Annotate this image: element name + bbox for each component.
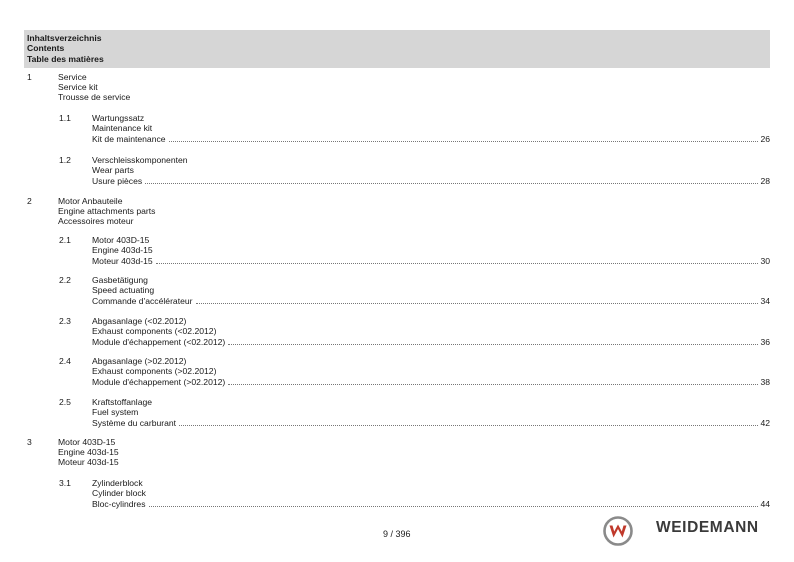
dot-leader (179, 424, 758, 426)
entry-page-number[interactable]: 44 (760, 498, 770, 509)
dot-leader (196, 302, 759, 304)
section-title-en: Engine attachments parts (58, 206, 156, 217)
dot-leader (228, 383, 758, 385)
entry-number: 1.2 (59, 155, 71, 165)
entry-number: 2.5 (59, 397, 71, 407)
entry-page-number[interactable]: 38 (760, 376, 770, 387)
toc-entry-2-3[interactable] (24, 316, 770, 348)
entry-title-en: Cylinder block (92, 488, 146, 499)
toc-entry-1-1[interactable] (24, 113, 770, 145)
entry-title-fr: Commande d'accélérateur (92, 295, 193, 306)
toc-entry-2-2[interactable] (24, 275, 770, 307)
section-title-en: Service kit (58, 82, 98, 93)
entry-title-de: Abgasanlage (>02.2012) (92, 356, 187, 366)
section-title-fr: Trousse de service (58, 92, 131, 103)
dot-leader (228, 343, 758, 345)
dot-leader (145, 182, 758, 184)
section-title-de: Service (58, 72, 87, 82)
section-title-de: Motor Anbauteile (58, 196, 123, 206)
entry-page-number[interactable]: 36 (760, 336, 770, 347)
entry-title-en: Maintenance kit (92, 123, 153, 134)
entry-title-de: Motor 403D-15 (92, 235, 150, 245)
entry-page-number[interactable]: 28 (760, 175, 770, 186)
section-title-fr: Moteur 403d-15 (58, 457, 119, 468)
entry-number: 2.1 (59, 235, 71, 245)
section-title-fr: Accessoires moteur (58, 216, 134, 227)
entry-title-fr: Kit de maintenance (92, 133, 166, 144)
entry-title-de: Wartungssatz (92, 113, 145, 123)
entry-title-de: Gasbetätigung (92, 275, 148, 285)
page-indicator: 9 / 396 (383, 529, 411, 539)
section-number: 1 (27, 72, 32, 82)
toc-title-fr: Table des matières (27, 53, 104, 64)
entry-title-en: Speed actuating (92, 285, 155, 296)
entry-title-fr: Usure pièces (92, 175, 143, 186)
dot-leader (156, 262, 759, 264)
entry-title-en: Fuel system (92, 407, 139, 418)
entry-title-fr: Système du carburant (92, 417, 177, 428)
toc-entry-2-1[interactable] (24, 235, 770, 267)
entry-title-en: Wear parts (92, 165, 134, 176)
toc-title-en: Contents (27, 43, 65, 54)
toc-header (24, 30, 770, 68)
dot-leader (149, 505, 759, 507)
entry-page-number[interactable]: 42 (760, 417, 770, 428)
entry-number: 2.4 (59, 356, 71, 366)
dot-leader (169, 140, 759, 142)
toc-entry-3-1[interactable] (24, 478, 770, 510)
section-title-en: Engine 403d-15 (58, 447, 119, 458)
brand-name: WEIDEMANN (656, 519, 759, 536)
toc-title-de: Inhaltsverzeichnis (27, 33, 102, 43)
entry-title-de: Abgasanlage (<02.2012) (92, 316, 187, 326)
entry-page-number[interactable]: 30 (760, 255, 770, 266)
entry-title-fr: Moteur 403d-15 (92, 255, 153, 266)
section-title-de: Motor 403D-15 (58, 437, 116, 447)
toc-entry-1-2[interactable] (24, 155, 770, 187)
section-number: 3 (27, 437, 32, 447)
entry-number: 3.1 (59, 478, 71, 488)
entry-title-en: Engine 403d-15 (92, 245, 153, 256)
entry-title-fr: Module d'échappement (<02.2012) (92, 336, 226, 347)
entry-title-en: Exhaust components (<02.2012) (92, 326, 217, 337)
entry-title-en: Exhaust components (>02.2012) (92, 366, 217, 377)
entry-title-de: Zylinderblock (92, 478, 143, 488)
entry-title-de: Verschleisskomponenten (92, 155, 188, 165)
entry-number: 2.2 (59, 275, 71, 285)
section-number: 2 (27, 196, 32, 206)
entry-title-fr: Bloc-cylindres (92, 498, 146, 509)
toc-entry-2-5[interactable] (24, 397, 770, 429)
entry-title-fr: Module d'échappement (>02.2012) (92, 376, 226, 387)
entry-number: 1.1 (59, 113, 71, 123)
weidemann-w-logo-icon (603, 516, 633, 546)
entry-title-de: Kraftstoffanlage (92, 397, 153, 407)
toc-entry-2-4[interactable] (24, 356, 770, 388)
entry-page-number[interactable]: 26 (760, 133, 770, 144)
entry-page-number[interactable]: 34 (760, 295, 770, 306)
entry-number: 2.3 (59, 316, 71, 326)
